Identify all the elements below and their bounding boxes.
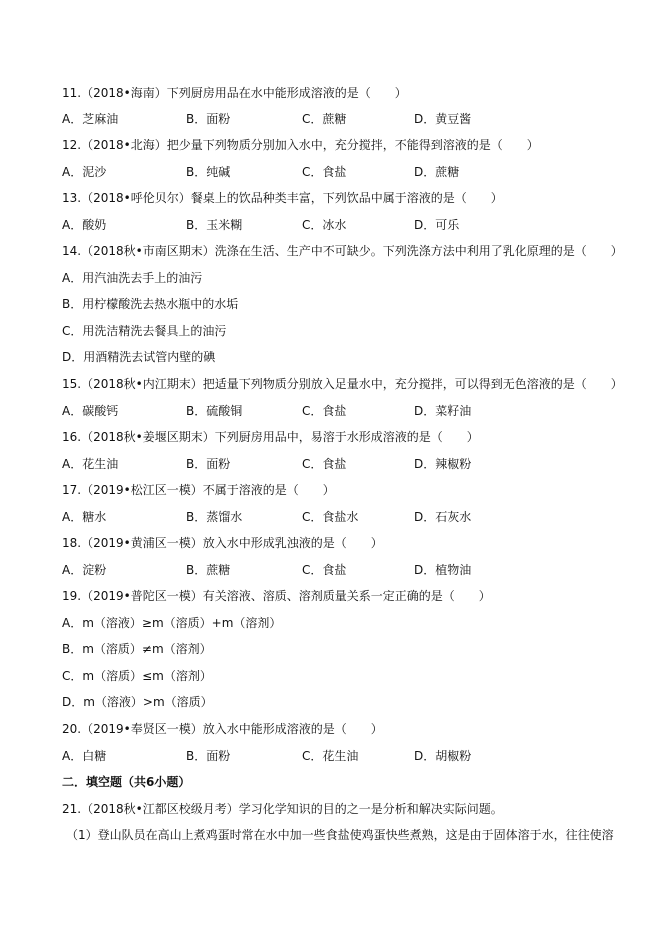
question-17: 17.（2019•松江区一模）不属于溶液的是（ ）	[62, 483, 335, 497]
question-19: 19.（2019•普陀区一模）有关溶液、溶质、溶剂质量关系一定正确的是（ ）	[62, 589, 491, 603]
option-a: A．泥沙	[62, 165, 107, 179]
option-c: C．蔗糖	[302, 112, 347, 126]
option-d: D．石灰水	[414, 510, 472, 524]
option-b: B．蒸馏水	[186, 510, 243, 524]
question-20-options	[62, 748, 622, 764]
option-c: C．食盐	[302, 165, 347, 179]
option-d: D．蔗糖	[414, 165, 460, 179]
option-a: A．酸奶	[62, 218, 107, 232]
question-17-options	[62, 509, 622, 525]
option-b: B．硫酸铜	[186, 404, 243, 418]
option-b: B．面粉	[186, 112, 231, 126]
question-20: 20.（2019•奉贤区一模）放入水中能形成溶液的是（ ）	[62, 722, 383, 736]
choice-c: C．用洗洁精洗去餐具上的油污	[62, 324, 227, 338]
question-14: 14.（2018秋•市南区期末）洗涤在生活、生产中不可缺少。下列洗涤方法中利用了乳化原理的是（ ）	[62, 244, 623, 258]
option-d: D．辣椒粉	[414, 457, 472, 471]
option-b: B．蔗糖	[186, 563, 231, 577]
question-16: 16.（2018秋•姜堰区期末）下列厨房用品中，易溶于水形成溶液的是（ ）	[62, 430, 479, 444]
question-21-part-1: （1）登山队员在高山上煮鸡蛋时常在水中加一些食盐使鸡蛋快些煮熟，这是由于固体溶于水，往往使溶	[66, 828, 614, 842]
option-a: A．花生油	[62, 457, 119, 471]
option-d: D．可乐	[414, 218, 460, 232]
option-d: D．植物油	[414, 563, 472, 577]
option-c: C．食盐	[302, 404, 347, 418]
question-13-options	[62, 217, 622, 233]
option-b: B．面粉	[186, 457, 231, 471]
option-c: C．冰水	[302, 218, 347, 232]
question-11-options	[62, 111, 622, 127]
question-15: 15.（2018秋•内江期末）把适量下列物质分别放入足量水中，充分搅拌，可以得到无色溶液的是（ ）	[62, 377, 623, 391]
choice-c: C．m（溶质）≤m（溶剂）	[62, 669, 212, 683]
question-12: 12.（2018•北海）把少量下列物质分别加入水中，充分搅拌，不能得到溶液的是（ ）	[62, 138, 539, 152]
option-c: C．食盐	[302, 563, 347, 577]
option-b: B．面粉	[186, 749, 231, 763]
option-a: A．白糖	[62, 749, 107, 763]
question-16-options	[62, 456, 622, 472]
option-b: B．玉米糊	[186, 218, 243, 232]
question-18-options	[62, 562, 622, 578]
option-d: D．胡椒粉	[414, 749, 472, 763]
option-c: C．花生油	[302, 749, 359, 763]
option-a: A．碳酸钙	[62, 404, 119, 418]
question-18: 18.（2019•黄浦区一模）放入水中形成乳浊液的是（ ）	[62, 536, 383, 550]
choice-d: D．用酒精洗去试管内壁的碘	[62, 350, 216, 364]
question-15-options	[62, 403, 622, 419]
question-13: 13.（2018•呼伦贝尔）餐桌上的饮品种类丰富，下列饮品中属于溶液的是（ ）	[62, 191, 503, 205]
choice-b: B．m（溶质）≠m（溶剂）	[62, 642, 212, 656]
option-c: C．食盐	[302, 457, 347, 471]
choice-d: D．m（溶液）>m（溶质）	[62, 695, 213, 709]
question-11: 11.（2018•海南）下列厨房用品在水中能形成溶液的是（ ）	[62, 86, 407, 100]
option-d: D．菜籽油	[414, 404, 472, 418]
question-12-options	[62, 164, 622, 180]
choice-a: A．m（溶液）≥m（溶质）+m（溶剂）	[62, 616, 282, 630]
choice-b: B．用柠檬酸洗去热水瓶中的水垢	[62, 297, 239, 311]
option-a: A．糖水	[62, 510, 107, 524]
section-title: 二．填空题（共6小题）	[62, 775, 191, 789]
option-a: A．芝麻油	[62, 112, 119, 126]
option-c: C．食盐水	[302, 510, 359, 524]
option-a: A．淀粉	[62, 563, 107, 577]
option-b: B．纯碱	[186, 165, 231, 179]
choice-a: A．用汽油洗去手上的油污	[62, 271, 203, 285]
option-d: D．黄豆酱	[414, 112, 472, 126]
question-21: 21.（2018秋•江都区校级月考）学习化学知识的目的之一是分析和解决实际问题。	[62, 802, 503, 816]
